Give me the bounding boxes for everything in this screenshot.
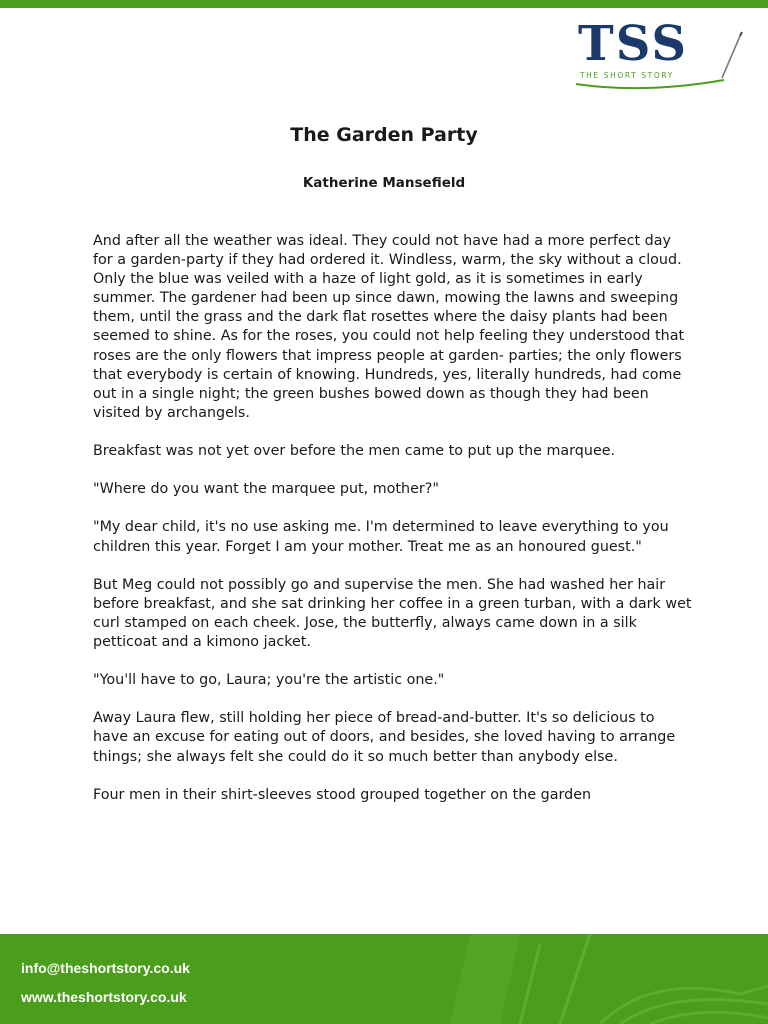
footer-email-link[interactable]: info@theshortstory.co.uk <box>21 960 190 976</box>
paragraph: Away Laura flew, still holding her piece of bread-and-butter. It's so delicious to have an excuse for eating out of doors, and besides, she loved having to arrange things; she always felt she could do it so much better than anybody else. <box>93 710 676 765</box>
tss-logo <box>574 16 744 92</box>
paragraph: Breakfast was not yet over before the men came to put up the marquee. <box>93 443 616 460</box>
story-author: Katherine Mansefield <box>302 175 466 191</box>
paragraph: But Meg could not possibly go and supervise the men. She had washed her hair before breakfast, and she sat drinking her coffee in a green turban, with a dark wet curl stamped on each cheek. Jose, the butterfly, always came down in a silk petticoat and a kimono jacket. <box>93 576 692 650</box>
book-watermark-icon <box>0 934 768 1024</box>
top-accent-bar <box>0 0 768 8</box>
footer-bar <box>0 934 768 1024</box>
paragraph: "You'll have to go, Laura; you're the artistic one." <box>93 672 445 689</box>
footer-website-link[interactable]: www.theshortstory.co.uk <box>21 989 187 1005</box>
paragraph: And after all the weather was ideal. They could not have had a more perfect day for a garden-party if they had ordered it. Windless, warm, the sky without a cloud. Only the blue was veiled with a haze of light gold, as it is sometimes in early summer. The gardener had been up since dawn, mowing the lawns and sweeping them, until the grass and the dark flat rosettes where the daisy plants had been seemed to shine. As for the roses, you could not help feeling they understood that roses are the only flowers that impress people at garden- parties; the only flowers that everybody is certain of knowing. Hundreds, yes, literally hundreds, had come out in a single night; the green bushes bowed down as though they had been visited by archangels. <box>93 233 685 421</box>
logo-tagline: THE SHORT STORY <box>580 71 674 80</box>
story-title: The Garden Party <box>290 124 478 146</box>
paragraph: Four men in their shirt-sleeves stood grouped together on the garden <box>93 786 592 803</box>
logo-wordmark: TSS <box>578 16 688 72</box>
paragraph: "Where do you want the marquee put, mother?" <box>93 481 439 498</box>
paragraph: "My dear child, it's no use asking me. I'm determined to leave everything to you children this year. Forget I am your mother. Treat me as an honoured guest." <box>93 519 669 555</box>
story-body <box>93 232 693 824</box>
